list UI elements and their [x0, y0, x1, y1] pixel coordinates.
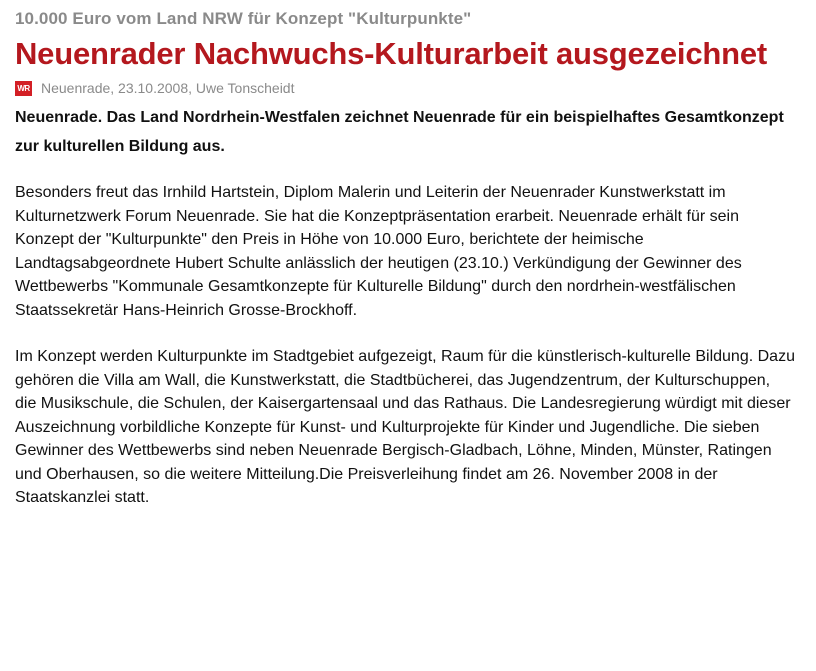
article-kicker: 10.000 Euro vom Land NRW für Konzept "Kulturpunkte" — [15, 9, 472, 28]
article-meta — [15, 79, 805, 97]
article-headline: Neuenrader Nachwuchs-Kulturarbeit ausgezeichnet — [15, 36, 768, 71]
article-lead: Neuenrade. Das Land Nordrhein-Westfalen zeichnet Neuenrade für ein beispielhaftes Gesamtkonzept zur kulturellen Bildung aus. — [15, 109, 784, 155]
article-paragraph: Im Konzept werden Kulturpunkte im Stadtgebiet aufgezeigt, Raum für die künstlerisch-kulturelle Bildung. Dazu gehören die Villa am Wall, die Kunstwerkstatt, die Stadtbücherei, das Jugendzentrum, der Kulturschuppen, die Musikschule, die Schulen, der Kaisergartensaal und das Rathaus. Die Landesregierung würdigt mit dieser Auszeichnung vorbildliche Konzepte für Kunst- und Kulturprojekte für Kinder und Jugendliche. Die sieben Gewinner des Wettbewerbs sind neben Neuenrade Bergisch-Gladbach, Löhne, Minden, Münster, Ratingen und Oberhausen, so die weitere Mitteilung.Die Preisverleihung findet am 26. November 2008 in der Staatskanzlei statt. — [15, 348, 795, 506]
article-byline: Neuenrade, 23.10.2008, Uwe Tonscheidt — [41, 80, 295, 96]
newspaper-logo-icon: WR — [15, 81, 32, 96]
article — [15, 8, 805, 510]
article-paragraph: Besonders freut das Irnhild Hartstein, Diplom Malerin und Leiterin der Neuenrader Kunstwerkstatt im Kulturnetzwerk Forum Neuenrade. Sie hat die Konzeptpräsentation erarbeit. Neuenrade erhält für sein Konzept der "Kulturpunkte" den Preis in Höhe von 10.000 Euro, berichtete der heimische Landtagsabgeordnete Hubert Schulte anlässlich der heutigen (23.10.) Verkündigung der Gewinner des Wettbewerbs "Kommunale Gesamtkonzepte für Kulturelle Bildung" durch den nordrhein-westfälischen Staatssekretär Hans-Heinrich Grosse-Brockhoff. — [15, 184, 742, 319]
